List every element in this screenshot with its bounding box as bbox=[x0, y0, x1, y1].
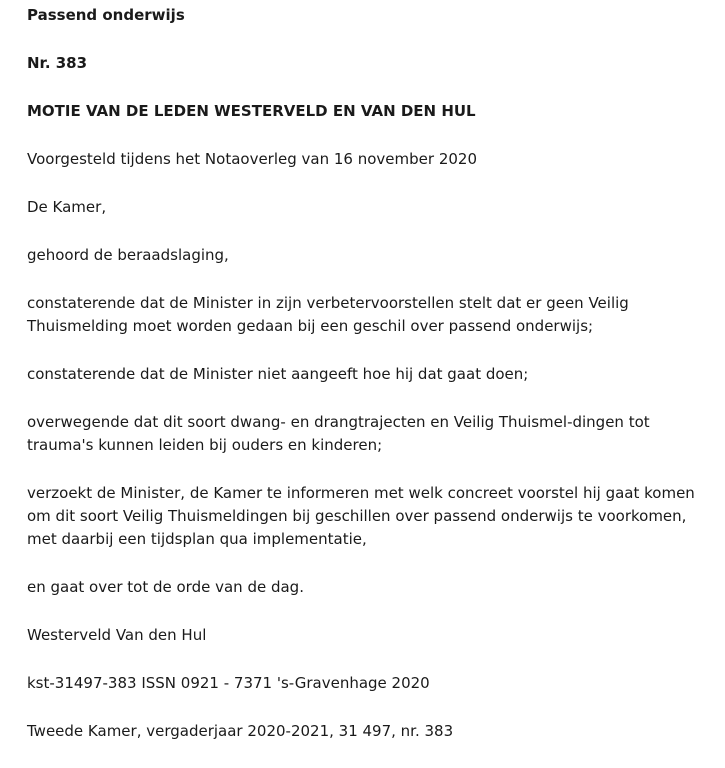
considering-paragraph-2: constaterende dat de Minister niet aangeeft hoe hij dat gaat doen; bbox=[27, 365, 529, 383]
motion-title: MOTIE VAN DE LEDEN WESTERVELD EN VAN DEN HUL bbox=[27, 102, 476, 120]
document-number: Nr. 383 bbox=[27, 54, 88, 72]
weighing-paragraph: overwegende dat dit soort dwang- en drangtrajecten en Veilig Thuismel-dingen tot trauma's kunnen leiden bij ouders en kinderen; bbox=[27, 413, 650, 454]
document-identifier: kst-31497-383 ISSN 0921 - 7371 's-Gravenhage 2020 bbox=[27, 674, 430, 692]
document-body bbox=[27, 4, 707, 768]
proposed-line: Voorgesteld tijdens het Notaoverleg van 16 november 2020 bbox=[27, 150, 477, 168]
section-title: Passend onderwijs bbox=[27, 6, 185, 24]
heard-line: gehoord de beraadslaging, bbox=[27, 246, 229, 264]
chamber-line: De Kamer, bbox=[27, 198, 107, 216]
considering-paragraph-1: constaterende dat de Minister in zijn verbetervoorstellen stelt dat er geen Veilig Thuismelding moet worden gedaan bij een geschil over passend onderwijs; bbox=[27, 294, 629, 335]
order-line: en gaat over tot de orde van de dag. bbox=[27, 578, 304, 596]
document-footer: Tweede Kamer, vergaderjaar 2020-2021, 31 497, nr. 383 bbox=[27, 722, 454, 740]
signatories: Westerveld Van den Hul bbox=[27, 626, 207, 644]
request-paragraph: verzoekt de Minister, de Kamer te informeren met welk concreet voorstel hij gaat komen om dit soort Veilig Thuismeldingen bij geschillen over passend onderwijs te voorkomen, met daarbij een tijdsplan qua implementatie, bbox=[27, 484, 695, 548]
